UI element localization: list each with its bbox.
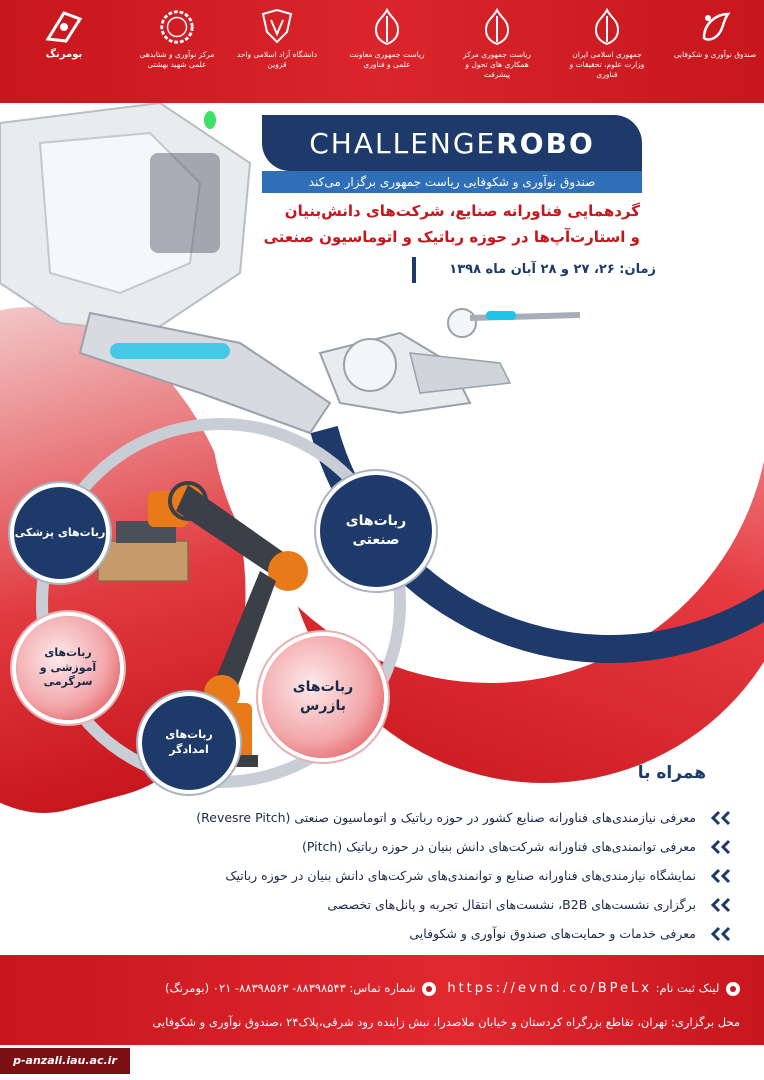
feature-text: نمایشگاه نیازمندی‌های فناورانه صنایع و توانمندی‌های شرکت‌های دانش بنیان در حوزه رباتیک <box>225 868 696 883</box>
presidency-science-logo <box>342 8 432 96</box>
phone-label: شماره تماس: <box>349 981 416 995</box>
feature-item <box>34 861 734 890</box>
iran-emblem-icon <box>368 8 406 46</box>
globe-icon <box>726 982 740 996</box>
site-watermark: p-anzali.iau.ac.ir <box>0 1048 130 1074</box>
chevron-icon <box>706 838 734 856</box>
chevron-icon <box>706 925 734 943</box>
hero-section <box>0 103 764 955</box>
topic-rescue-robots <box>142 696 236 790</box>
presidency-progress-logo <box>452 8 542 96</box>
features-list <box>34 803 734 948</box>
boomrang-icon <box>19 8 109 46</box>
feature-item <box>34 803 734 832</box>
logo-caption: ریاست جمهوری مرکز همکاری های تحول و پیشرفت <box>462 50 532 79</box>
logo-caption: دانشگاه آزاد اسلامی واحد قزوین <box>236 50 318 69</box>
feature-item <box>34 890 734 919</box>
azad-university-logo <box>232 8 322 96</box>
chevron-icon <box>706 809 734 827</box>
heading-line-2: و استارت‌آپ‌ها در حوزه رباتیک و اتوماسیون صنعتی <box>263 228 640 246</box>
topic-medical-robots <box>14 487 106 579</box>
feature-item <box>34 832 734 861</box>
feature-text: معرفی نیازمندی‌های فناورانه صنایع کشور در حوزه رباتیک و اتوماسیون صنعتی (Revesre Pitch) <box>196 810 696 825</box>
chevron-icon <box>706 867 734 885</box>
phone-icon <box>422 982 436 996</box>
accelerator-logo <box>132 8 222 96</box>
topic-label: ربات‌های صنعتی <box>345 513 407 548</box>
topic-inspection-robots <box>262 636 384 758</box>
topic-label: ربات‌های امدادگر <box>165 728 213 756</box>
features-title: همراه با <box>637 763 706 783</box>
heading-line-1: گردهمایی فناورانه صنایع، شرکت‌های دانش‌بنیان <box>284 202 640 220</box>
register-link[interactable]: https://evnd.co/BPeLx <box>447 981 652 996</box>
contact-line <box>165 981 740 996</box>
event-date: زمان: ۲۶، ۲۷ و ۲۸ آبان ماه ۱۳۹۸ <box>412 257 660 283</box>
ministry-science-logo <box>562 8 652 96</box>
topic-label: ربات‌های پزشکی <box>14 525 106 539</box>
flame-leaf-icon <box>696 8 734 46</box>
footer-band <box>0 955 764 1045</box>
iran-emblem-icon <box>588 8 626 46</box>
logo-caption: بومرنگ <box>45 49 83 60</box>
chevron-icon <box>706 896 734 914</box>
title-bold: ROBO <box>496 126 595 160</box>
feature-text: معرفی خدمات و حمایت‌های صندوق نوآوری و شکوفایی <box>409 926 696 941</box>
phone-numbers: ۸۸۳۹۸۵۴۳- ۸۸۳۹۸۵۶۳- ۰۲۱ (بومرنگ) <box>164 981 346 995</box>
boomrang-logo <box>14 8 114 96</box>
logo-caption: جمهوری اسلامی ایران وزارت علوم، تحقیقات و فناوری <box>569 50 645 79</box>
iran-emblem-icon <box>478 8 516 46</box>
logo-caption: ریاست جمهوری معاونت علمی و فناوری <box>349 50 425 69</box>
feature-item <box>34 919 734 948</box>
topic-label: ربات‌های بازرس <box>292 679 354 714</box>
feature-text: برگزاری نشست‌های B2B، نشست‌های انتقال تجربه و پانل‌های تخصصی <box>327 897 696 912</box>
topic-label: ربات‌های آموزشی و سرگرمی <box>39 645 97 689</box>
register-label: لینک ثبت نام: <box>655 981 720 995</box>
innovation-fund-logo <box>670 8 760 96</box>
event-title <box>262 115 642 171</box>
logo-caption: مرکز نوآوری و شتابدهی علمی شهید بهشتی <box>139 50 215 69</box>
topic-industrial-robots <box>320 475 432 587</box>
header-band <box>0 0 764 103</box>
ring-logo-icon <box>158 8 196 46</box>
logo-caption: صندوق نوآوری و شکوفایی <box>673 50 757 59</box>
venue-address: محل برگزاری: تهران، تقاطع بزرگراه کردستان و خیابان ملاصدرا، نبش زاینده رود شرقی،پلاک۲۴ ،صندوق نوآوری و شکوفایی <box>152 1015 740 1029</box>
title-light: CHALLENGE <box>309 126 497 160</box>
feature-text: معرفی توانمندی‌های فناورانه شرکت‌های دانش بنیان در حوزه رباتیک (Pitch) <box>301 839 696 854</box>
topic-educational-robots <box>16 616 120 720</box>
organizer-line: صندوق نوآوری و شکوفایی ریاست جمهوری برگزار می‌کند <box>262 171 642 193</box>
university-icon <box>258 8 296 46</box>
